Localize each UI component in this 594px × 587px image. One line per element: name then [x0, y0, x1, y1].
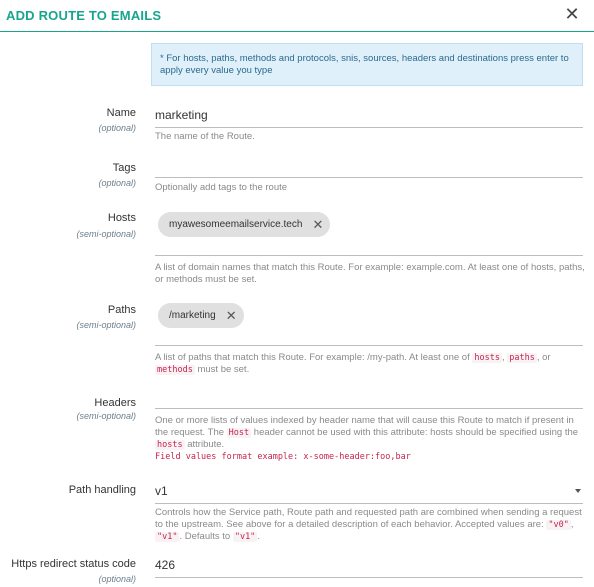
code-hosts: hosts [157, 440, 183, 450]
tags-sub: (optional) [98, 178, 136, 188]
https-redirect-input[interactable]: 426 [155, 554, 583, 578]
path-handling-select[interactable]: v1 [155, 480, 583, 504]
headers-sub: (semi-optional) [76, 411, 136, 421]
path-handling-help: Controls how the Service path, Route path and requested path are combined when sending a request to the upstream. See above for a detailed description of each behavior. Accepted values are: "v0" , "v1" . Defaults to "v1" . [155, 507, 582, 542]
hosts-sub: (semi-optional) [76, 229, 136, 239]
hosts-label: Hosts [107, 212, 136, 224]
headers-input[interactable] [155, 408, 583, 409]
name-input[interactable]: marketing [155, 104, 583, 128]
paths-help: A list of paths that match this Route. For example: /my-path. At least one of hosts , paths , or methods must be set. [155, 352, 551, 375]
code-default: "v1" [234, 532, 256, 542]
hosts-input[interactable] [155, 255, 583, 256]
code-methods: methods [157, 365, 193, 375]
hosts-help: A list of domain names that match this Route. For example: example.com. At least one of hosts, paths, or methods must be set. [155, 262, 585, 285]
remove-chip-icon[interactable]: ✕ [225, 308, 237, 323]
dialog-header [0, 0, 594, 32]
code-v0: "v0" [548, 520, 569, 530]
code-host: Host [228, 428, 250, 438]
name-help: The name of the Route. [155, 131, 255, 142]
name-sub: (optional) [98, 123, 136, 133]
dialog-title: ADD ROUTE TO EMAILS [6, 8, 162, 23]
https-redirect-sub: (optional) [98, 574, 136, 584]
code-paths: paths [509, 353, 535, 363]
https-redirect-label: Https redirect status code [11, 558, 136, 570]
paths-chip-label: /marketing [169, 310, 216, 321]
code-v1: "v1" [157, 532, 178, 542]
hosts-chip-label: myawesomeemailservice.tech [169, 219, 303, 230]
info-box: * For hosts, paths, methods and protocols, snis, sources, headers and destinations press enter to apply every value you type [151, 43, 583, 86]
code-hosts: hosts [474, 353, 500, 363]
tags-input[interactable] [155, 154, 583, 178]
tags-label: Tags [112, 162, 136, 174]
headers-help: One or more lists of values indexed by header name that will cause this Route to match if present in the request. The Host header cannot be used with this attribute: hosts should be specified using the hosts attribute. Field values format example: x-some-header:foo,bar [155, 415, 579, 462]
remove-chip-icon[interactable]: ✕ [312, 217, 324, 232]
format-example: Field values format example: x-some-header:foo,bar [155, 452, 411, 462]
close-icon[interactable]: ✕ [564, 4, 580, 24]
headers-label: Headers [94, 397, 136, 409]
paths-input[interactable] [155, 345, 583, 346]
tags-help: Optionally add tags to the route [155, 182, 288, 193]
paths-sub: (semi-optional) [76, 320, 136, 330]
chevron-down-icon[interactable] [575, 489, 581, 493]
path-handling-label: Path handling [68, 484, 136, 496]
name-label: Name [106, 107, 136, 119]
paths-label: Paths [107, 304, 136, 316]
hosts-chip[interactable] [158, 212, 330, 237]
paths-chip[interactable] [158, 303, 244, 328]
